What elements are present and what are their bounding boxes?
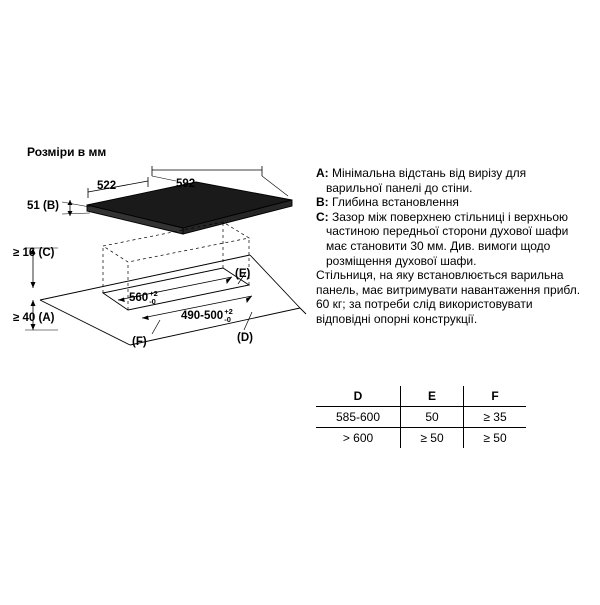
table-cell-E-2: ≥ 50	[401, 428, 464, 449]
table-cell-D-1: 585-600	[316, 407, 401, 428]
dim-560-tolerance: +2 -0	[149, 288, 158, 306]
note-key-B: B:	[316, 195, 329, 210]
callout-E-label: (E)	[235, 268, 251, 280]
page-title: Розміри в мм	[27, 145, 107, 159]
callout-D-label: (D)	[237, 332, 253, 344]
note-text-C: Зазор між поверхнею стільниці і верхньою частиною передньої сторони духової шафи має становити 30 мм. Див. вимоги щодо розміщення духової шафи.	[326, 209, 569, 268]
note-item-B	[316, 195, 584, 210]
note-text-A: Мінімальна відстань від вирізу для варильної панелі до стіни.	[326, 166, 527, 195]
callout-F-label: (F)	[132, 336, 147, 348]
dim-560-label: 560 +2 -0	[129, 288, 158, 306]
notes-column	[316, 166, 584, 327]
dim-51-B-label: 51 (B)	[27, 200, 59, 212]
dim-522-label: 522	[97, 180, 117, 192]
note-item-C	[316, 210, 584, 268]
table-header-row	[316, 386, 526, 407]
table-header-D: D	[316, 386, 401, 407]
table-cell-F-1: ≥ 35	[483, 410, 507, 424]
dim-min16-C-label: ≥ 16 (C)	[13, 247, 55, 259]
note-key-C: C:	[316, 209, 329, 224]
dim-min40-A-label: ≥ 40 (A)	[13, 312, 55, 324]
table-header-F: F	[491, 389, 499, 403]
table-body	[316, 407, 526, 449]
table-cell-E-1: 50	[401, 407, 464, 428]
note-item-A	[316, 166, 584, 195]
note-paragraph: Стільниця, на яку встановлюється варильна панель, має витримувати навантаження прибл. 60 кг; за потреби слід використовувати відповідні опорні конструкції.	[316, 268, 581, 326]
table-cell-D-2: > 600	[316, 428, 401, 449]
dimensions-table	[316, 386, 526, 448]
table-header-E: E	[401, 386, 464, 407]
table-header	[316, 386, 526, 407]
table-row	[316, 428, 526, 449]
table-cell-F-2: ≥ 50	[483, 431, 507, 445]
dim-490-500-label: 490-500 +2 -0	[181, 306, 233, 324]
note-text-B: Глибина встановлення	[332, 195, 459, 210]
note-key-A: A:	[316, 166, 329, 180]
dim-490-500-tolerance: +2 -0	[224, 306, 233, 324]
dim-592-label: 592	[176, 178, 196, 190]
table-row	[316, 407, 526, 428]
